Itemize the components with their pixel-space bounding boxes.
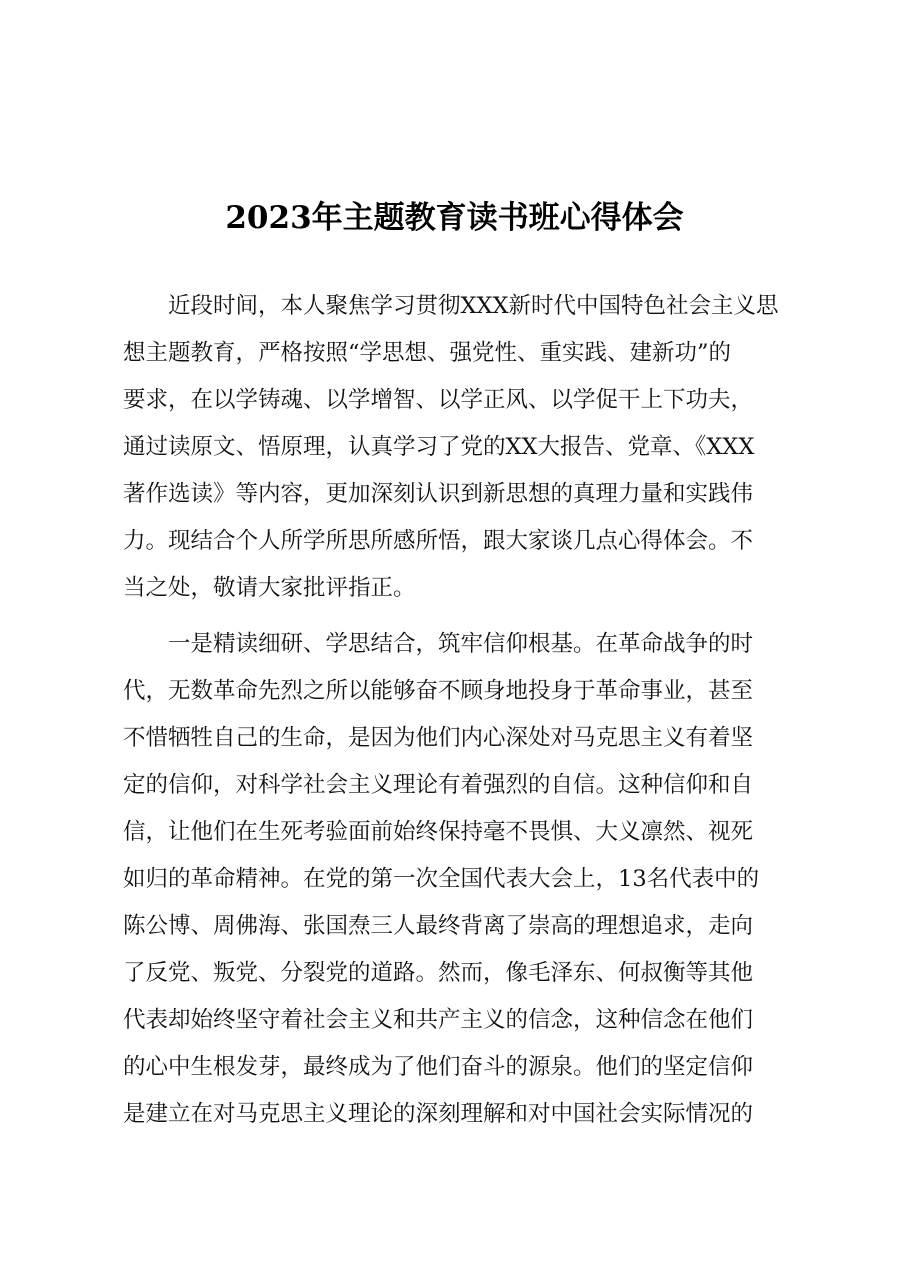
text-line: 想主题教育，严格按照“学思想、强党性、重实践、建新功”的 (123, 340, 732, 366)
paragraph (123, 283, 807, 612)
paragraph (123, 621, 807, 1138)
text-line: 著作选读》等内容，更加深刻认识到新思想的真理力量和实践伟 (123, 481, 754, 507)
text-line: 代，无数革命先烈之所以能够奋不顾身地投身于革命事业，甚至 (123, 678, 754, 704)
text-line: 是建立在对马克思主义理论的深刻理解和对中国社会实际情况的 (123, 1101, 754, 1127)
text-line: 陈公博、周佛海、张国焘三人最终背离了崇高的理想追求，走向 (123, 913, 754, 939)
document-title: 2023年主题教育读书班心得体会 (225, 200, 684, 236)
document-body (123, 283, 807, 1138)
text-line: 近段时间，本人聚焦学习贯彻XXX新时代中国特色社会主义思 (123, 293, 779, 319)
text-line: 一是精读细研、学思结合，筑牢信仰根基。在革命战争的时 (123, 631, 754, 657)
text-line: 不惜牺牲自己的生命，是因为他们内心深处对马克思主义有着坚 (123, 725, 754, 751)
text-line: 力。现结合个人所学所思所感所悟，跟大家谈几点心得体会。不 (123, 528, 754, 554)
text-line: 要求，在以学铸魂、以学增智、以学正风、以学促干上下功夫， (123, 387, 754, 413)
text-line: 代表却始终坚守着社会主义和共产主义的信念，这种信念在他们 (123, 1007, 754, 1033)
text-line: 通过读原文、悟原理，认真学习了党的XX大报告、党章、《XXX (123, 434, 755, 460)
text-line: 信，让他们在生死考验面前始终保持毫不畏惧、大义凛然、视死 (123, 819, 754, 845)
paragraph-spacer (123, 612, 807, 621)
text-line: 如归的革命精神。在党的第一次全国代表大会上，13名代表中的 (123, 866, 760, 892)
text-line: 了反党、叛党、分裂党的道路。然而，像毛泽东、何叔衡等其他 (123, 960, 754, 986)
text-line: 当之处，敬请大家批评指正。 (123, 575, 416, 601)
text-line: 的心中生根发芽，最终成为了他们奋斗的源泉。他们的坚定信仰 (123, 1054, 754, 1080)
text-line: 定的信仰，对科学社会主义理论有着强烈的自信。这种信仰和自 (123, 772, 754, 798)
